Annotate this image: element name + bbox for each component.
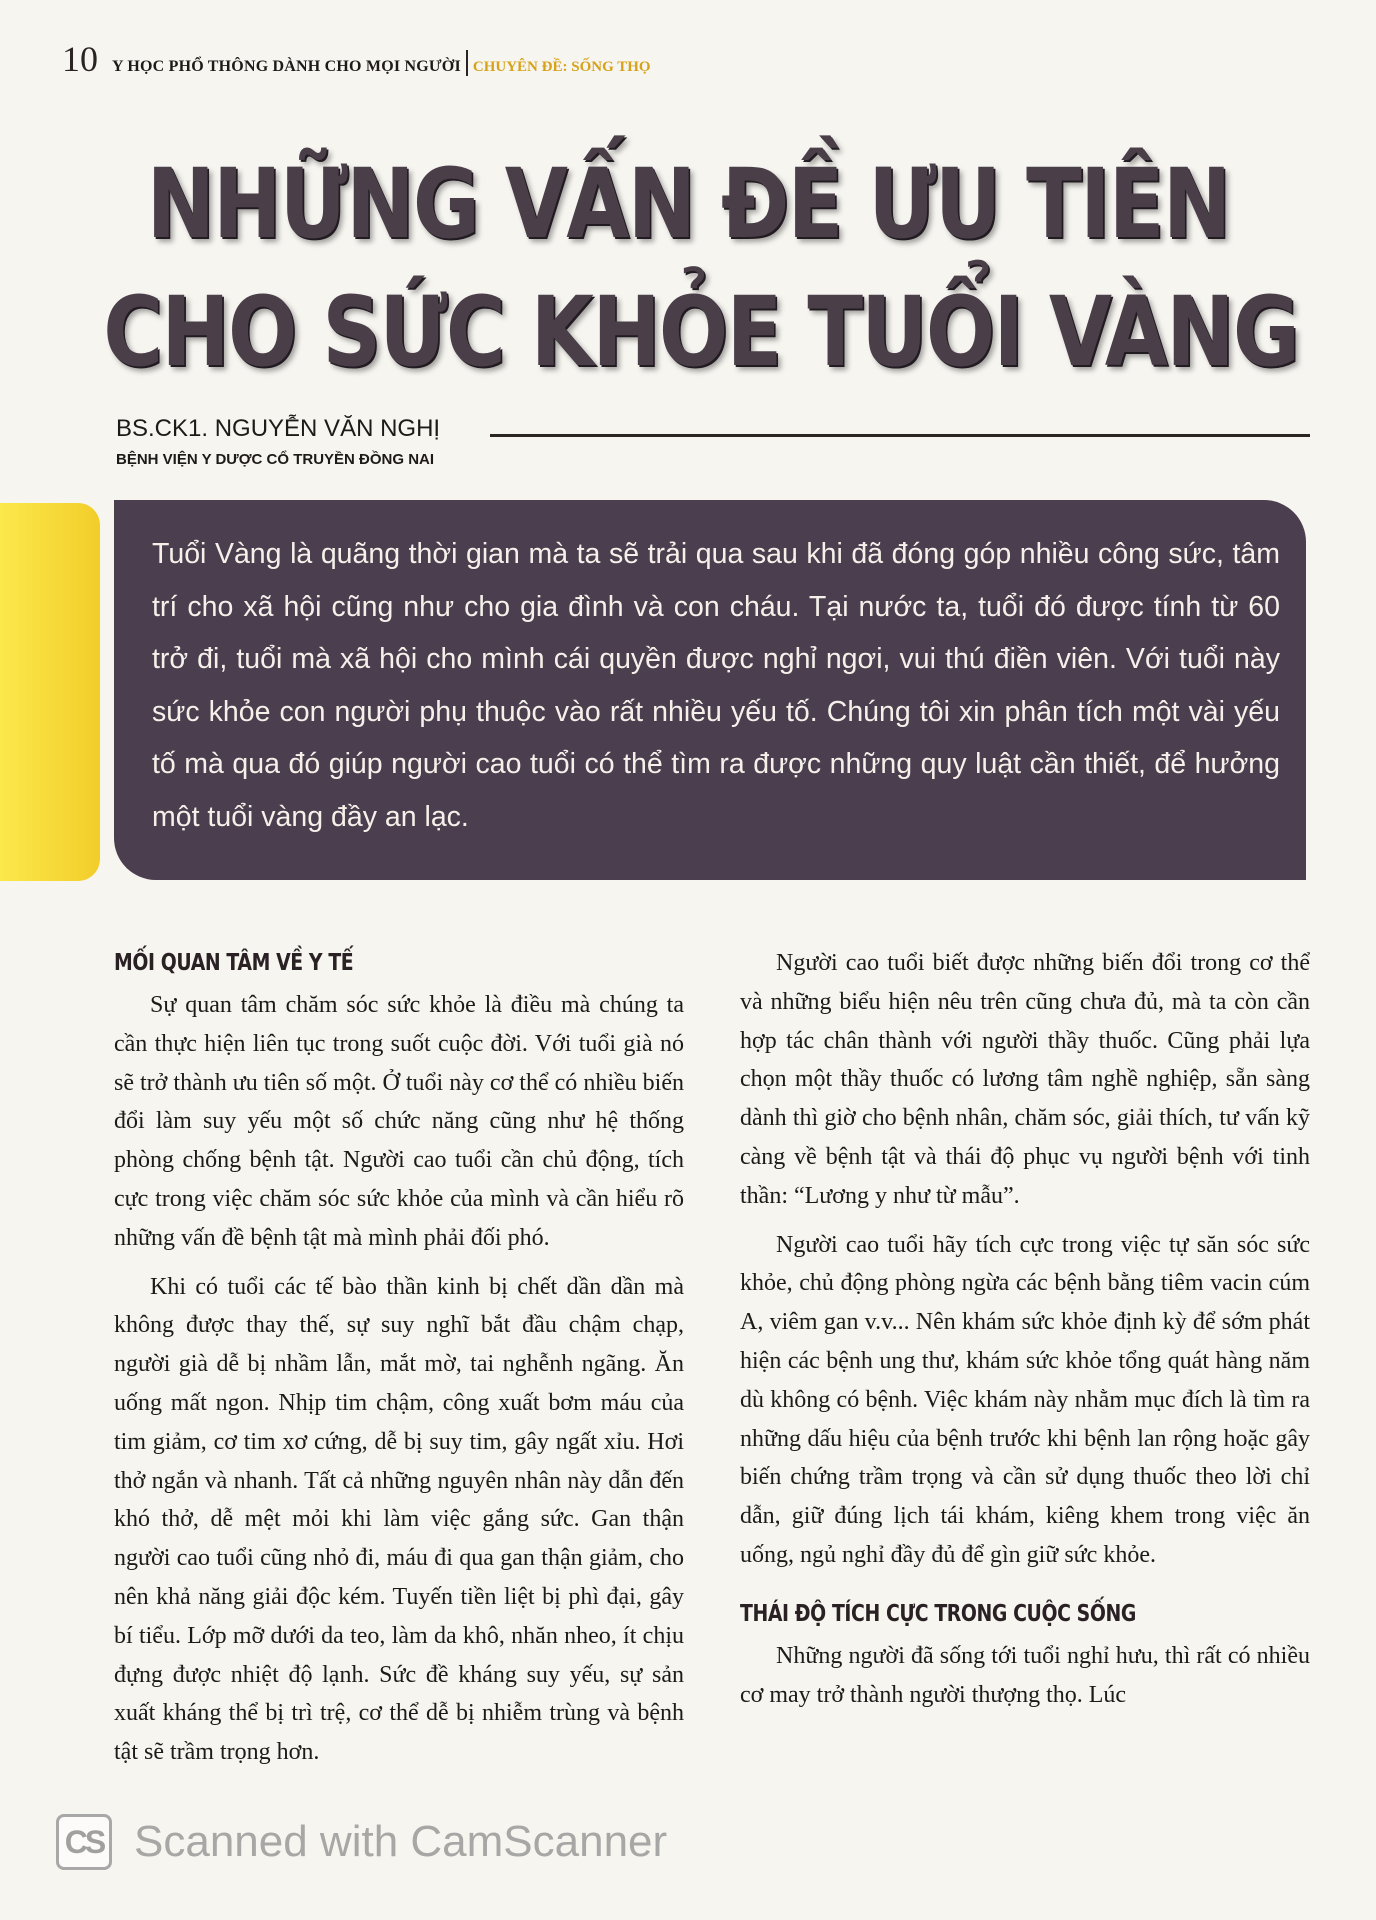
article-title [103,140,1299,396]
title-line-2: CHO SỨC KHỎE TUỔI VÀNG [103,276,1299,388]
author-name: BS.CK1. NGUYỄN VĂN NGHỊ [116,415,441,442]
camscanner-logo-icon: CS [56,1814,112,1870]
title-line-1: NHỮNG VẤN ĐỀ ƯU TIÊN [146,148,1230,260]
page-header [62,38,651,78]
body-paragraph: Người cao tuổi hãy tích cực trong việc tự săn sóc sức khỏe, chủ động phòng ngừa các bệnh bằng tiêm vacin cúm A, viêm gan v.v... Nên khám sức khỏe định kỳ để sớm phát hiện các bệnh ung thư, khám sức khỏe tổng quát hàng năm dù không có bệnh. Việc khám này nhằm mục đích là tìm ra những dấu hiệu của bệnh trước khi bệnh lan rộng hoặc gây biến chứng trầm trọng và cần sử dụng thuốc theo lời chỉ dẫn, giữ đúng lịch tái khám, kiêng khem trong việc ăn uống, ngủ nghỉ đầy đủ để gìn giữ sức khỏe. [740,1231,1310,1568]
section-heading-medical: MỐI QUAN TÂM VỀ Y TẾ [114,950,354,976]
header-divider [466,50,468,76]
camscanner-watermark [56,1814,667,1870]
body-paragraph: Người cao tuổi biết được những biến đổi trong cơ thể và những biểu hiện nêu trên cũng chưa đủ, mà ta còn cần hợp tác chân thành với người thầy thuốc. Cũng phải lựa chọn một thầy thuốc có lương tâm nghề nghiệp, sẵn sàng dành thì giờ cho bệnh nhân, chăm sóc, giải thích, tư vấn kỹ càng về bệnh tật và thái độ phục vụ người bệnh với tinh thần: “Lương y như từ mẫu”. [740,950,1310,1209]
accent-bar [0,503,100,881]
body-paragraph: Sự quan tâm chăm sóc sức khỏe là điều mà chúng ta cần thực hiện liên tục trong suốt cuộc đời. Với tuổi già nó sẽ trở thành ưu tiên số một. Ở tuổi này cơ thể có nhiều biến đổi làm suy yếu một số chức năng cũng như hệ thống phòng chống bệnh tật. Người cao tuổi cần chủ động, tích cực trong việc chăm sóc sức khỏe của mình và cần hiểu rõ những vấn đề bệnh tật mà mình phải đối phó. [114,992,684,1251]
magazine-name: Y HỌC PHỔ THÔNG DÀNH CHO MỌI NGƯỜI [112,58,461,75]
page-number: 10 [62,39,98,79]
section-heading-attitude: THÁI ĐỘ TÍCH CỰC TRONG CUỘC SỐNG [740,1600,1136,1627]
feature-label: CHUYÊN ĐỀ: SỐNG THỌ [472,59,651,75]
body-paragraph: Những người đã sống tới tuổi nghỉ hưu, thì rất có nhiều cơ may trở thành người thượng thọ. Lúc [740,1642,1310,1708]
watermark-text: Scanned with CamScanner [134,1817,668,1866]
right-column [740,944,1310,1724]
body-paragraph: Khi có tuổi các tế bào thần kinh bị chết dần dần mà không được thay thế, sự suy nghĩ bắt đầu chậm chạp, người già dễ bị nhầm lẫn, mắt mờ, tai nghễnh ngãng. Ăn uống mất ngon. Nhịp tim chậm, công xuất bơm máu của tim giảm, cơ tim xơ cứng, dễ bị suy tim, gây ngất xỉu. Hơi thở ngắn và nhanh. Tất cả những nguyên nhân này dẫn đến khó thở, dễ mệt mỏi khi làm việc gắng sức. Gan thận người cao tuổi cũng nhỏ đi, máu đi qua gan thận giảm, cho nên khả năng giải độc kém. Tuyến tiền liệt bị phì đại, gây bí tiểu. Lớp mỡ dưới da teo, làm da khô, nhăn nheo, ít chịu đựng được nhiệt độ lạnh. Sức đề kháng suy yếu, sự sản xuất kháng thể bị trì trệ, cơ thể dễ bị nhiễm trùng và bệnh tật sẽ trầm trọng hơn. [114,1273,684,1766]
author-affiliation: BỆNH VIỆN Y DƯỢC CỔ TRUYỀN ĐỒNG NAI [116,451,435,468]
author-rule [490,434,1310,437]
left-column [114,944,684,1782]
abstract-text: Tuổi Vàng là quãng thời gian mà ta sẽ trải qua sau khi đã đóng góp nhiều công sức, tâm trí cho xã hội cũng như cho gia đình và con cháu. Tại nước ta, tuổi đó được tính từ 60 trở đi, tuổi mà xã hội cho mình cái quyền được nghỉ ngơi, vui thú điền viên. Với tuổi này sức khỏe con người phụ thuộc vào rất nhiều yếu tố. Chúng tôi xin phân tích một vài yếu tố mà qua đó giúp người cao tuổi có thể tìm ra được những quy luật cần thiết, để hưởng một tuổi vàng đầy an lạc. [152,538,1280,833]
